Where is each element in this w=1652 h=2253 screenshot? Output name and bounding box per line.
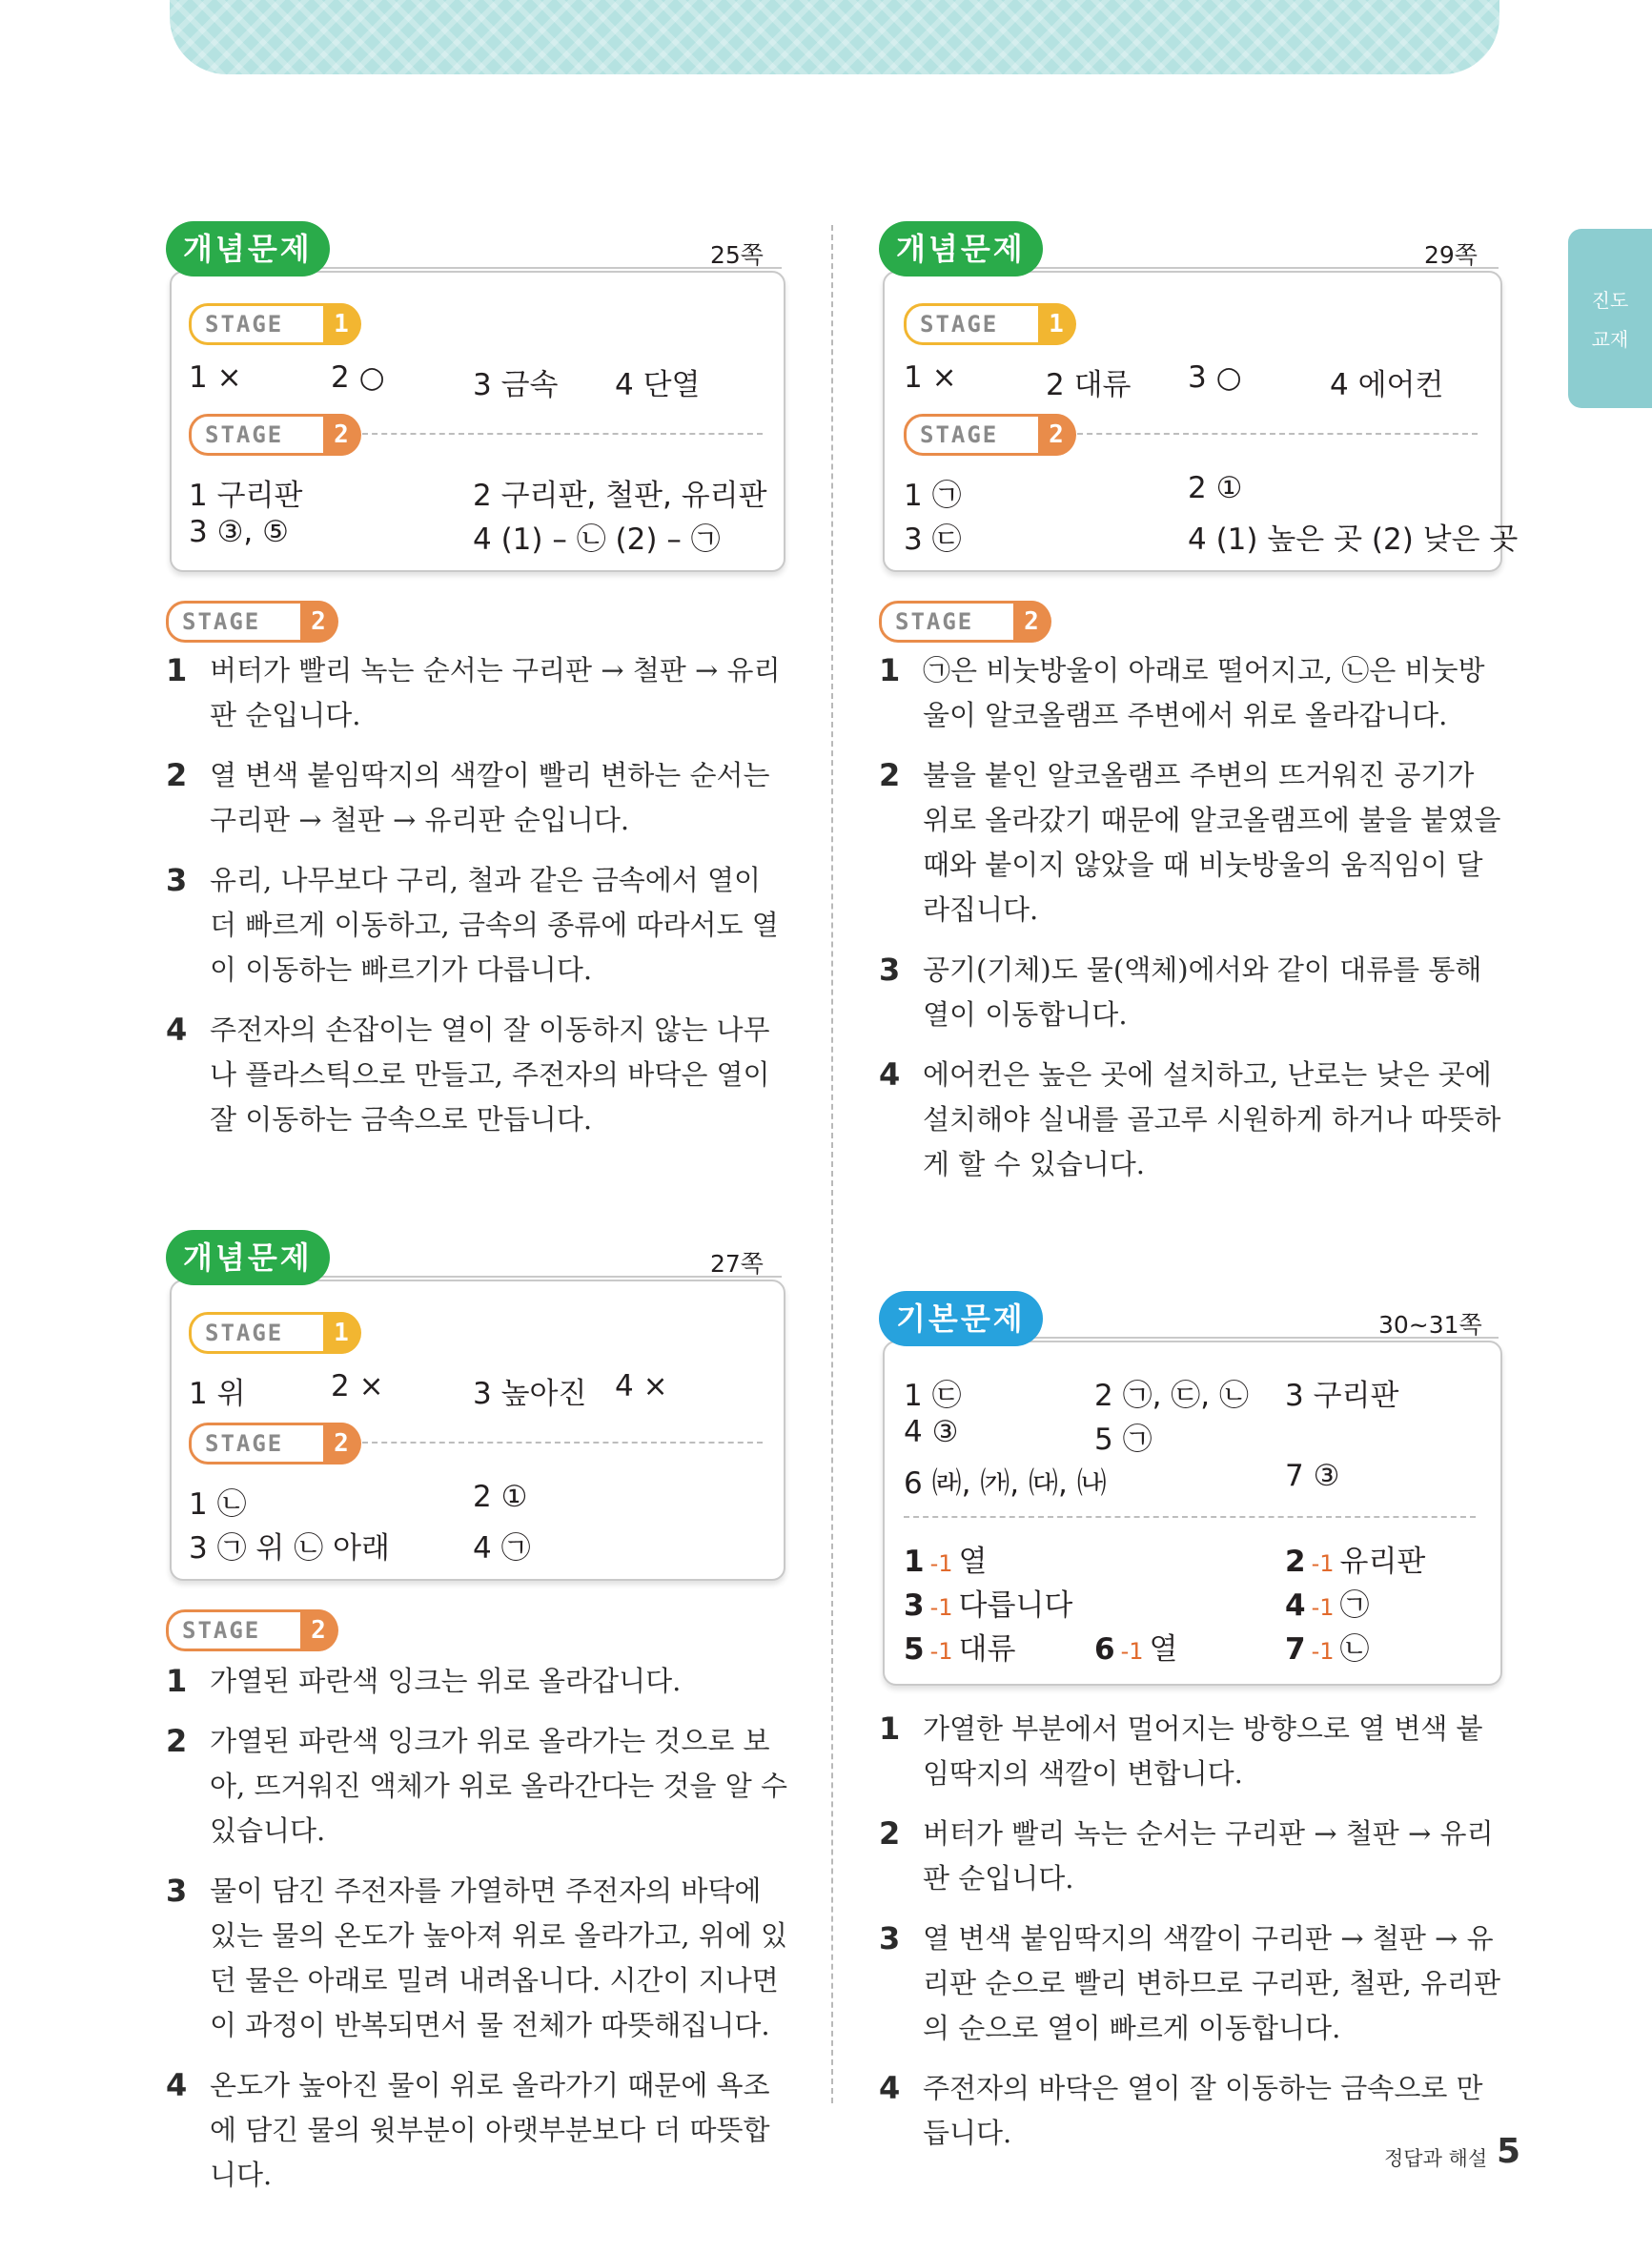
answer: 3 ㉢ [904,522,962,557]
answer: 3 ③, ⑤ [189,515,289,549]
side-tab [1568,229,1652,408]
stage2-badge [189,414,360,456]
dashed-separator [1077,433,1478,435]
explanation-item: 2 불을 붙인 알코올램프 주변의 뜨거워진 공기가 위로 올라갔기 때문에 알코올램프에 불을 붙였을 때와 붙이지 않았을 때 비눗방울의 움직임이 달라집니다. [879,757,1501,926]
answer: 1 ㉡ [189,1487,247,1522]
answer: 7 ③ [1285,1459,1340,1493]
explanation-item: 3 공기(기체)도 물(액체)에서와 같이 대류를 통해 열이 이동합니다. [879,952,1482,1031]
explanation-item: 2 버터가 빨리 녹는 순서는 구리판 → 철판 → 유리판 순입니다. [879,1815,1494,1895]
answer: 2 ① [473,1480,528,1514]
sub-answer: 1 -1 열 [904,1545,988,1579]
answer: 3 금속 [473,368,559,402]
stage-number: 2 [300,1609,338,1651]
stage-label: STAGE [205,311,284,338]
sub-answer: 6 -1 열 [1094,1632,1178,1667]
answer: 3 ㉠ 위 ㉡ 아래 [189,1531,390,1566]
stage-label: STAGE [205,1320,284,1346]
answer: 2 ○ [331,360,385,395]
sub-answer: 2 -1 유리판 [1285,1545,1426,1579]
explain-stage-badge [166,601,337,643]
explanation-item: 2 열 변색 붙임딱지의 색깔이 빨리 변하는 순서는 구리판 → 철판 → 유리판 순입니다. [166,757,770,836]
answer: 4 ㉠ [473,1531,531,1566]
stage-number: 1 [1038,303,1076,345]
explanation-list-29 [879,648,1508,1202]
explanation-list-27 [166,1659,791,2213]
explanation-item: 1 ㉠은 비눗방울이 아래로 떨어지고, ㉡은 비눗방울이 알코올램프 주변에서 위로 올라갑니다. [879,652,1485,731]
stage-number: 2 [323,1423,361,1464]
explanation-item: 4 주전자의 손잡이는 열이 잘 이동하지 않는 나무나 플라스틱으로 만들고, 주전자의 바닥은 열이 잘 이동하는 금속으로 만듭니다. [166,1012,770,1136]
section-title-30: 기본문제 [879,1291,1043,1346]
stage-number: 2 [323,414,361,456]
footer-label: 정답과 해설 [1384,2147,1488,2170]
answer: 2 ㉠, ㉢, ㉡ [1094,1379,1249,1413]
section-title-27: 개념문제 [166,1230,330,1285]
page-ref-30: 30~31쪽 [1378,1311,1482,1339]
answer: 4 ③ [904,1415,959,1449]
stage-label: STAGE [920,311,999,338]
stage-label: STAGE [920,421,999,448]
answer: 6 ㈑, ㈎, ㈐, ㈏ [904,1466,1107,1501]
dashed-separator [904,1516,1476,1518]
answer: 1 위 [189,1377,246,1411]
stage-number: 1 [323,303,361,345]
explain-stage-badge [879,601,1050,643]
explanation-item: 4 에어컨은 높은 곳에 설치하고, 난로는 낮은 곳에 설치해야 실내를 골고루 시원하게 하거나 따뜻하게 할 수 있습니다. [879,1056,1501,1180]
explanation-item: 3 유리, 나무보다 구리, 철과 같은 금속에서 열이 더 빠르게 이동하고, 금속의 종류에 따라서도 열이 이동하는 빠르기가 다릅니다. [166,862,779,986]
explanation-item: 1 가열한 부분에서 멀어지는 방향으로 열 변색 붙임딱지의 색깔이 변합니다. [879,1710,1483,1790]
page-ref-29: 29쪽 [1424,241,1478,269]
stage-label: STAGE [182,1617,261,1644]
page-ref-25: 25쪽 [710,241,764,269]
explanation-item: 1 버터가 빨리 녹는 순서는 구리판 → 철판 → 유리판 순입니다. [166,652,781,731]
answer: 1 × [904,360,957,395]
answer: 1 × [189,360,242,395]
explanation-item: 4 온도가 높아진 물이 위로 올라가기 때문에 욕조에 담긴 물의 윗부분이 아랫부분보다 더 따뜻합니다. [166,2067,770,2191]
page-number: 5 [1497,2132,1521,2171]
section-title-29: 개념문제 [879,221,1043,277]
answer: 4 (1) – ㉡ (2) – ㉠ [473,522,721,557]
stage2-badge [189,1423,360,1464]
side-tab-line1: 진도 [1591,289,1629,312]
answer: 1 ㉢ [904,1379,962,1413]
sub-answer: 4 -1 ㉠ [1285,1588,1370,1623]
side-tab-line2: 교재 [1591,328,1629,351]
stage-number: 1 [323,1312,361,1354]
explanation-item: 2 가열된 파란색 잉크가 위로 올라가는 것으로 보아, 뜨거워진 액체가 위로 올라간다는 것을 알 수 있습니다. [166,1723,788,1847]
page-ref-27: 27쪽 [710,1250,764,1278]
explanation-item: 1 가열된 파란색 잉크는 위로 올라갑니다. [166,1663,682,1699]
answer: 1 ㉠ [904,479,962,513]
column-divider [831,225,833,2103]
stage-number: 2 [300,601,338,643]
answer: 4 × [615,1369,668,1403]
explanation-list-25 [166,648,791,1157]
stage-label: STAGE [205,421,284,448]
top-decorative-banner [170,0,1499,74]
stage1-badge [189,303,360,345]
explanation-item: 3 열 변색 붙임딱지의 색깔이 구리판 → 철판 → 유리판 순으로 빨리 변하므로 구리판, 철판, 유리판의 순으로 열이 빠르게 이동합니다. [879,1920,1501,2044]
sub-answer: 7 -1 ㉡ [1285,1632,1370,1667]
answer: 2 ① [1188,471,1243,505]
answer: 3 구리판 [1285,1379,1399,1413]
answer: 4 (1) 높은 곳 (2) 낮은 곳 [1188,522,1519,557]
dashed-separator [362,433,763,435]
explanation-item: 4 주전자의 바닥은 열이 잘 이동하는 금속으로 만듭니다. [879,2070,1483,2149]
dashed-separator [362,1442,763,1444]
answer: 2 구리판, 철판, 유리판 [473,479,767,513]
stage-label: STAGE [205,1430,284,1457]
stage-number: 2 [1013,601,1051,643]
stage-number: 2 [1038,414,1076,456]
stage1-badge [904,303,1075,345]
answer: 4 에어컨 [1330,368,1444,402]
section-title-25: 개념문제 [166,221,330,277]
answer: 3 높아진 [473,1377,587,1411]
answer: 4 단열 [615,368,701,402]
explanation-list-30 [879,1707,1508,2171]
answer: 2 대류 [1046,368,1132,402]
explanation-item: 3 물이 담긴 주전자를 가열하면 주전자의 바닥에 있는 물의 온도가 높아져 위로 올라가고, 위에 있던 물은 아래로 밀려 내려옵니다. 시간이 지나면 이 과정이 반복되면서 물 전체가 따뜻해집니다. [166,1873,788,2041]
answer: 5 ㉠ [1094,1423,1152,1457]
answer: 3 ○ [1188,360,1242,395]
answer: 2 × [331,1369,384,1403]
sub-answer: 5 -1 대류 [904,1632,1016,1667]
stage2-badge [904,414,1075,456]
stage-label: STAGE [895,608,974,635]
explain-stage-badge [166,1609,337,1651]
stage1-badge [189,1312,360,1354]
answer: 1 구리판 [189,479,303,513]
stage-label: STAGE [182,608,261,635]
sub-answer: 3 -1 다릅니다 [904,1588,1073,1623]
